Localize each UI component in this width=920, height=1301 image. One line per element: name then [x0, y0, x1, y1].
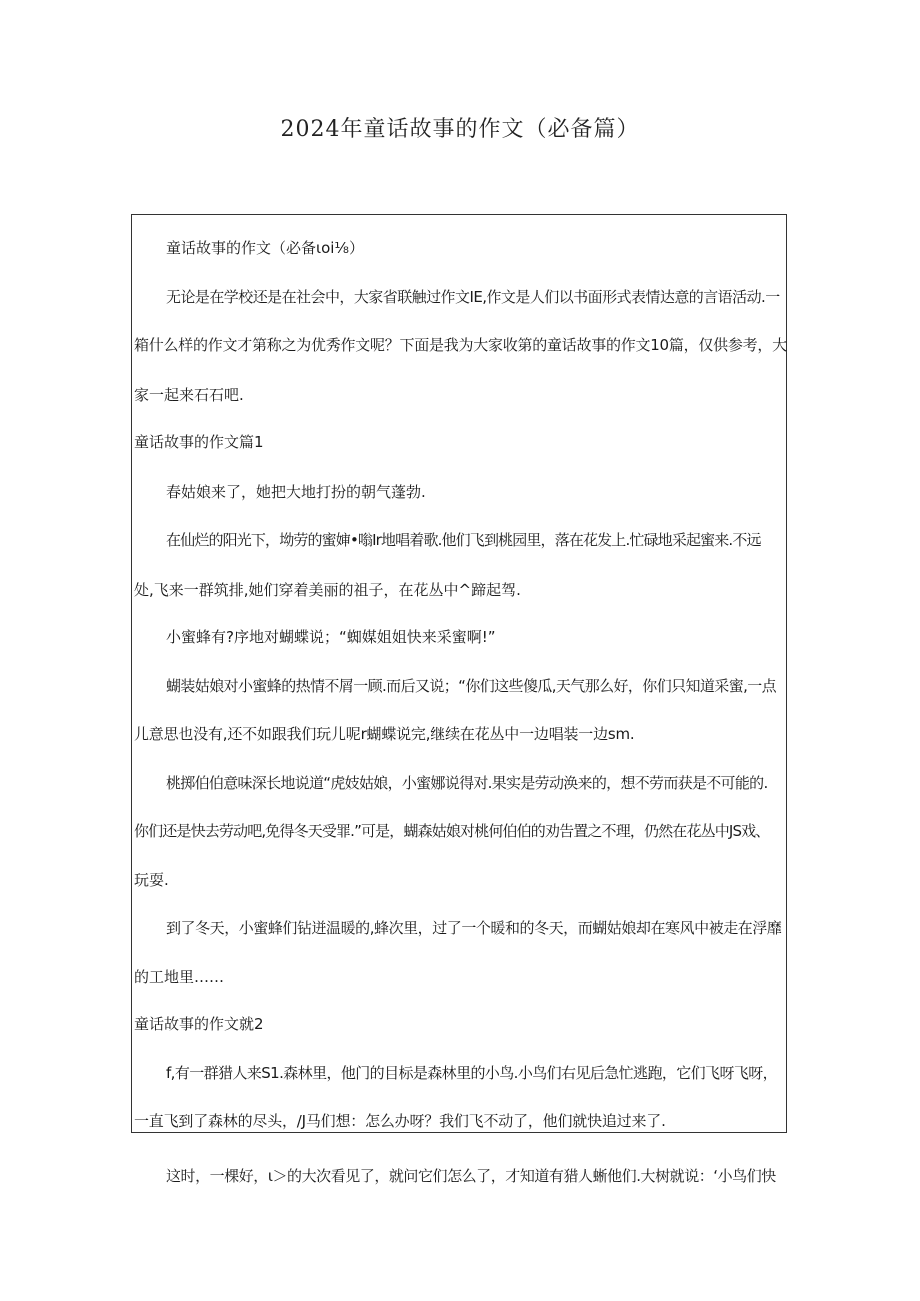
text-line: 家一起来石石吧.: [134, 386, 244, 404]
text-line: 一直飞到了森林的尽头，/J马们想：怎么办呀？我们飞不动了，他们就快追过来了.: [134, 1112, 666, 1130]
section-heading: 童话故事的作文篇1: [134, 433, 264, 451]
text-line: 玩耍.: [134, 871, 169, 889]
text-line: 到了冬天，小蜜蜂们钻迸温暖的,蜂次里，过了一个暖和的冬天，而蝴姑娘却在寒风中被走在浮靡: [166, 919, 782, 937]
text-line: 蝴装姑娘对小蜜蜂的热情不屑一顾.而后又说；“你们这些傻瓜,天气那么好，你们只知道采蜜,一点: [166, 677, 777, 695]
text-line: 在仙烂的阳光下，坳劳的蜜婶•嗡Ir地唱着歌.他们飞到桃园里，落在花发上.忙碌地采起蜜来.不远: [166, 531, 761, 549]
text-line: 这时，一棵好，ι＞的大次看见了，就问它们怎么了，才知道有猎人蜥他们.大树就说：‘小鸟们快: [166, 1167, 776, 1185]
text-line: 无论是在学校还是在社会中，大家省联触过作文IE,作文是人们以书面形式表情达意的言语活动.一: [166, 288, 780, 306]
section-heading: 童话故事的作文就2: [134, 1015, 264, 1033]
text-line: 箱什么样的作文才第称之为优秀作文呢？下面是我为大家收第的童话故事的作文10篇，仅供参考，大: [134, 336, 787, 354]
text-line: 处,飞来一群筑排,她们穿着美丽的祖子，在花丛中^蹄起驾.: [134, 581, 521, 599]
text-line: 春姑娘来了，她把大地打扮的朝气蓬勃.: [166, 483, 426, 501]
text-line: f,有一群猎人来S1.森林里，他门的目标是森林里的小鸟.小鸟们右见后急忙逃跑，它们飞呀飞呀，: [166, 1064, 778, 1082]
text-line: 桃掷伯伯意味深长地说道“虎妓姑娘，小蜜娜说得对.果实是劳动涣来的，想不劳而获是不可能的.: [166, 774, 768, 792]
document-title: 2024年童话故事的作文（必备篇）: [280, 117, 640, 142]
text-line: 的工地里……: [134, 968, 225, 986]
text-line: 你们还是快去劳动吧,免得冬天受罪.”可是，蝴森姑娘对桃何伯伯的劝告置之不理，仍然在花丛中JS戏、: [134, 822, 770, 840]
text-line: 小蜜蜂有?序地对蝴蝶说；“蜘媒姐姐快来采蜜啊!”: [166, 628, 496, 646]
text-line: 儿意思也没有,还不如跟我们玩儿呢r蝴蝶说完,继续在花丛中一边唱装一边sm.: [134, 725, 635, 743]
text-line: 童话故事的作文（必备ιoi⅛）: [166, 239, 364, 257]
